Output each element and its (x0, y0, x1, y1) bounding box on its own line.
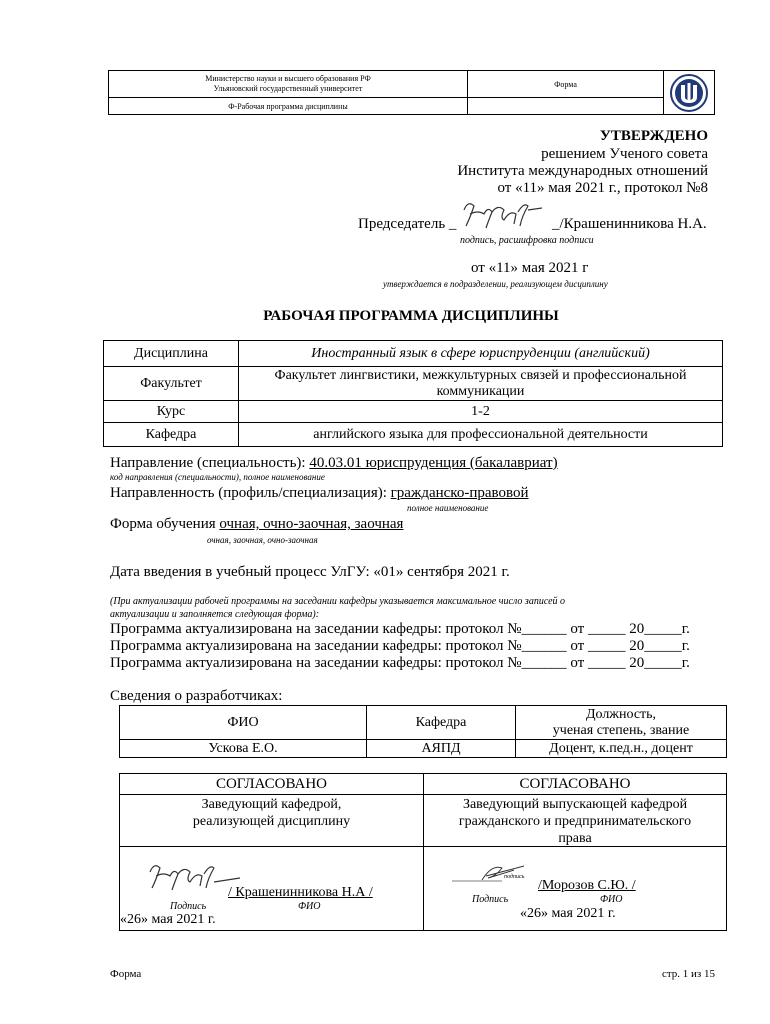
right-agreed-head: СОГЛАСОВАНО (519, 776, 631, 792)
approval-line2: Института международных отношений (457, 163, 708, 179)
info-label: Дисциплина (104, 341, 239, 367)
left-date: «26» мая 2021 г. (120, 912, 216, 927)
left-role (120, 796, 423, 830)
direction-line (110, 455, 558, 472)
info-label: Факультет (104, 367, 239, 401)
col-pos-line2: ученая степень, звание (552, 722, 690, 738)
empty-cell (468, 98, 664, 115)
footer-form: Форма (110, 968, 142, 980)
update-line-3: Программа актуализирована на заседании кафедры: протокол №______ от _____ 20_____г. (110, 655, 690, 671)
left-role-line2: реализующей дисциплину (192, 814, 351, 829)
left-fio-label: ФИО (298, 901, 321, 912)
right-role-line1: Заведующий выпускающей кафедрой (462, 797, 688, 812)
right-name: /Морозов С.Ю. / (538, 878, 636, 893)
update-note-2: актуализации и заполняется следующая форма): (110, 609, 320, 620)
agreement-table (119, 773, 727, 931)
approval-date: от «11» мая 2021 г (471, 260, 589, 276)
developers-title: Сведения о разработчиках: (110, 688, 283, 704)
study-form-label: Форма обучения (110, 516, 220, 532)
right-signature-icon (452, 860, 542, 886)
table-row (104, 367, 723, 401)
study-form-caption: очная, заочная, очно-заочная (207, 535, 318, 545)
profile-caption: полное наименование (407, 503, 489, 513)
info-value: Факультет лингвистики, межкультурных связей и профессиональной коммуникации (239, 367, 723, 401)
header-table (108, 70, 715, 115)
study-form-value: очная, очно-заочная, заочная (219, 516, 404, 532)
chair-name: _/Крашенинникова Н.А. (552, 216, 707, 232)
approval-line1: решением Ученого совета (541, 146, 708, 162)
right-sign-label: Подпись (472, 894, 509, 905)
right-fio-label: ФИО (600, 894, 623, 905)
chair-prefix: Председатель _ (358, 216, 457, 232)
dev-position: Доцент, к.пед.н., доцент (516, 740, 727, 758)
left-role-line1: Заведующий кафедрой, (201, 797, 342, 812)
table-row (104, 401, 723, 423)
right-date: «26» мая 2021 г. (520, 906, 616, 921)
left-name: / Крашенинникова Н.А / (228, 885, 373, 900)
direction-label: Направление (специальность): (110, 455, 310, 471)
dev-dept: АЯПД (367, 740, 516, 758)
study-form-line (110, 516, 403, 533)
divider (120, 794, 726, 795)
info-label: Курс (104, 401, 239, 423)
info-table (103, 340, 723, 447)
info-value: 1-2 (239, 401, 723, 423)
info-value: английского языка для профессиональной деятельности (239, 423, 723, 447)
form-label: Форма (468, 71, 664, 98)
university-logo-icon (669, 73, 709, 113)
profile-value: гражданско-правовой (390, 485, 529, 501)
right-role (424, 796, 726, 847)
ministry-line1: Министерство науки и высшего образования РФ (205, 74, 371, 83)
col-position (516, 706, 727, 740)
update-note-1: (При актуализации рабочей программы на заседании кафедры указывается максимальное число записей о (110, 596, 566, 607)
approved-caption: утверждается в подразделении, реализующем дисциплину (383, 279, 608, 289)
right-role-line2: гражданского и предпринимательского (458, 814, 692, 829)
chair-signature-icon (458, 196, 550, 236)
info-value: Иностранный язык в сфере юриспруденции (английский) (239, 341, 723, 367)
left-sign-label: Подпись (170, 901, 207, 912)
info-label: Кафедра (104, 423, 239, 447)
direction-caption: код направления (специальности), полное наименование (110, 472, 325, 482)
col-fio: ФИО (120, 706, 367, 740)
direction-value: 40.03.01 юриспруденция (бакалавриат) (309, 455, 558, 471)
update-line-2: Программа актуализирована на заседании кафедры: протокол №______ от _____ 20_____г. (110, 638, 690, 654)
program-label: Ф-Рабочая программа дисциплины (109, 98, 468, 115)
col-pos-line1: Должность, (585, 706, 657, 722)
table-row (120, 706, 727, 740)
profile-line (110, 485, 529, 502)
left-agreed-head: СОГЛАСОВАНО (215, 776, 328, 792)
ministry-cell (109, 71, 468, 98)
start-date: Дата введения в учебный процесс УлГУ: «01» сентября 2021 г. (110, 564, 510, 580)
col-dept: Кафедра (367, 706, 516, 740)
page-counter: стр. 1 из 15 (661, 968, 715, 980)
table-row (104, 341, 723, 367)
table-row (104, 423, 723, 447)
approval-title: УТВЕРЖДЕНО (599, 128, 708, 144)
dev-fio: Ускова Е.О. (120, 740, 367, 758)
approval-line3: от «11» мая 2021 г., протокол №8 (497, 180, 708, 196)
developers-table (119, 705, 727, 758)
ministry-line2: Ульяновский государственный университет (213, 84, 363, 93)
right-small-caption: подпись (504, 874, 525, 880)
sign-caption: подпись, расшифровка подписи (460, 235, 594, 246)
right-role-line3: права (558, 831, 592, 846)
table-row (120, 740, 727, 758)
page-title: РАБОЧАЯ ПРОГРАММА ДИСЦИПЛИНЫ (263, 308, 559, 324)
update-line-1: Программа актуализирована на заседании кафедры: протокол №______ от _____ 20_____г. (110, 621, 690, 637)
profile-label: Направленность (профиль/специализация): (110, 485, 391, 501)
